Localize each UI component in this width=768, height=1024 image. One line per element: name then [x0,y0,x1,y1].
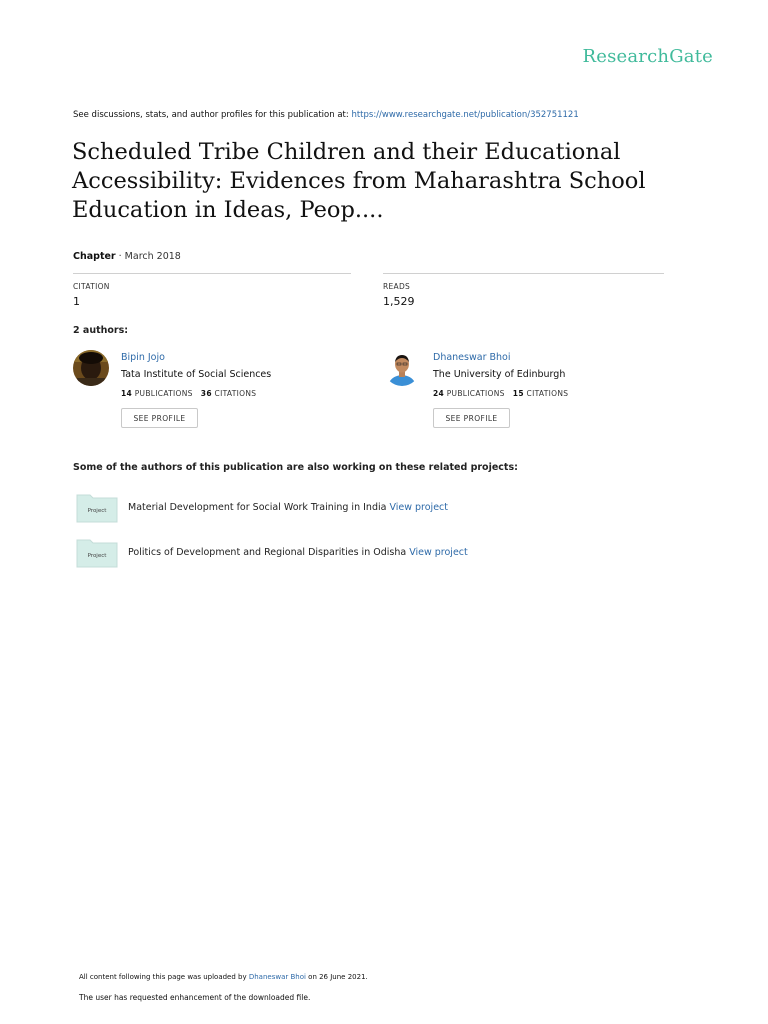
author-publications-label-1: PUBLICATIONS [132,389,193,398]
author-institution-1: Tata Institute of Social Sciences [121,369,272,380]
project-badge-2: Project [87,553,107,559]
author-publications-count-2: 24 [433,389,445,398]
project-title-2: Politics of Development and Regional Disparities in Odisha [128,547,410,558]
author-institution-2: The University of Edinburgh [433,369,566,380]
enhancement-note: The user has requested enhancement of the downloaded file. [79,993,311,1002]
view-project-link-2[interactable]: View project [409,547,468,558]
reads-value: 1,529 [383,295,415,308]
citation-divider [73,273,351,274]
project-folder-icon-1 [76,492,118,523]
author-name-2[interactable]: Dhaneswar Bhoi [433,352,511,363]
researchgate-logo[interactable]: ResearchGate [582,46,713,67]
publication-title [72,138,712,225]
avatar-photo-1 [73,350,109,386]
publication-meta [73,251,181,262]
project-title-1: Material Development for Social Work Training in India [128,502,390,513]
project-item-1 [128,502,448,513]
authors-heading: 2 authors: [73,325,129,336]
publication-date: · March 2018 [115,251,181,262]
project-item-2 [128,547,468,558]
author-stats-2 [433,389,568,398]
author-stats-1 [121,389,256,398]
publication-type: Chapter [73,251,116,262]
citation-value: 1 [73,295,80,308]
folder-icon [76,492,118,523]
see-profile-button-1[interactable]: SEE PROFILE [121,408,198,428]
avatar-dhaneswar-bhoi[interactable] [384,350,420,386]
uploader-link[interactable]: Dhaneswar Bhoi [248,973,306,981]
folder-icon [76,537,118,568]
title-line-3: Education in Ideas, Peop.... [72,197,384,223]
author-citations-count-1: 36 [200,389,212,398]
view-project-link-1[interactable]: View project [389,502,448,513]
citation-label: CITATION [73,282,110,291]
upload-prefix: All content following this page was uploaded by [79,973,249,981]
avatar-bipin-jojo[interactable] [73,350,109,386]
author-publications-label-2: PUBLICATIONS [444,389,505,398]
upload-suffix: on 26 June 2021. [305,973,368,981]
author-publications-count-1: 14 [121,389,133,398]
title-line-1: Scheduled Tribe Children and their Educational [72,139,621,165]
see-profile-button-2[interactable]: SEE PROFILE [433,408,510,428]
reads-label: READS [383,282,411,291]
related-projects-heading: Some of the authors of this publication are also working on these related projects: [73,462,518,473]
see-discussions-text: See discussions, stats, and author profiles for this publication at: [73,110,352,120]
author-citations-label-2: CITATIONS [523,389,569,398]
project-badge-1: Project [87,508,107,514]
publication-url-link[interactable]: https://www.researchgate.net/publication/352751121 [351,110,579,120]
title-line-2: Accessibility: Evidences from Maharashtra School [72,168,646,194]
project-folder-icon-2 [76,537,118,568]
upload-note [79,973,368,981]
see-discussions-line [73,110,579,120]
author-citations-label-1: CITATIONS [211,389,257,398]
author-name-1[interactable]: Bipin Jojo [121,352,165,363]
reads-divider [383,273,664,274]
author-citations-count-2: 15 [512,389,524,398]
avatar-photo-2 [384,350,420,386]
